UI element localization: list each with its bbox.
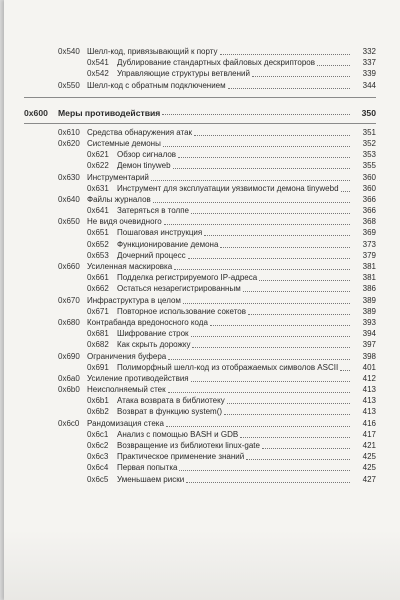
section-number: 0x6b0 — [58, 385, 80, 395]
page-number: 381 — [362, 262, 376, 271]
toc-row[interactable] — [4, 272, 400, 283]
section-number: 0x621 — [87, 150, 109, 160]
page-number: 413 — [362, 407, 376, 417]
dot-leader — [153, 194, 350, 203]
page-number: 350 — [361, 107, 376, 118]
page-number: 366 — [362, 206, 376, 216]
toc-row[interactable] — [4, 160, 400, 171]
page-number: 389 — [362, 295, 376, 305]
section-title: Атака возврата в библиотеку — [117, 396, 225, 406]
toc-row[interactable] — [4, 80, 400, 91]
toc-row[interactable] — [4, 227, 400, 238]
section-number: 0x6c1 — [87, 429, 109, 439]
page-number: 416 — [362, 418, 376, 428]
toc-row[interactable] — [4, 46, 400, 57]
section-title-wrap — [87, 418, 352, 429]
section-number: 0x6b1 — [87, 396, 109, 406]
page-number: 425 — [362, 463, 376, 473]
section-title: Шелл-код с обратным подключением — [87, 80, 226, 90]
section-number: 0x682 — [87, 340, 109, 350]
dot-leader — [191, 205, 350, 214]
section-title: Усиление противодействия — [87, 373, 189, 383]
section-title: Возвращение из библиотеки linux-gate — [117, 441, 260, 450]
toc-row[interactable] — [4, 474, 400, 485]
section-number: 0x622 — [87, 161, 109, 171]
dot-leader — [220, 239, 350, 248]
section-number: 0x6c2 — [87, 441, 109, 450]
section-title-wrap — [87, 261, 352, 272]
section-title-wrap — [117, 68, 352, 79]
dot-leader — [204, 227, 350, 236]
dot-leader — [164, 216, 350, 225]
toc-row[interactable] — [4, 418, 400, 429]
section-number: 0x610 — [58, 127, 80, 137]
toc-row[interactable] — [4, 351, 400, 362]
section-number: 0x662 — [87, 284, 109, 294]
section-title-wrap — [117, 306, 352, 317]
section-title-wrap — [117, 160, 352, 171]
dot-leader — [228, 80, 350, 89]
page-number: 389 — [362, 306, 376, 316]
page-number: 366 — [362, 194, 376, 204]
section-number: 0x640 — [58, 194, 80, 204]
section-title: Возврат в функцию system() — [117, 407, 223, 417]
section-title-wrap — [58, 106, 352, 120]
section-title-wrap — [87, 373, 352, 384]
page-number: 344 — [362, 80, 376, 90]
section-title: Инфраструктура в целом — [87, 295, 181, 305]
toc-row[interactable] — [4, 216, 400, 227]
dot-leader — [220, 46, 350, 55]
toc-row[interactable] — [4, 68, 400, 79]
dot-leader — [183, 295, 350, 304]
toc-row[interactable] — [4, 328, 400, 339]
section-title: Подделка регистрируемого IP-адреса — [117, 273, 258, 283]
section-number: 0x650 — [58, 217, 80, 227]
section-title: Ограничения буфера — [87, 351, 167, 361]
section-title: Дублирование стандартных файловых дескрипторов — [117, 58, 315, 68]
section-title-wrap — [117, 149, 352, 160]
toc-row[interactable] — [4, 451, 400, 462]
dot-leader — [246, 451, 350, 460]
section-title: Остаться незарегистрированным — [117, 284, 241, 294]
section-number: 0x661 — [87, 273, 109, 283]
section-title-wrap — [117, 395, 352, 406]
page-number: 398 — [362, 351, 376, 361]
section-title-wrap — [87, 46, 352, 57]
section-title: Пошаговая инструкция — [117, 228, 203, 238]
dot-leader — [162, 106, 350, 115]
toc-row[interactable] — [4, 283, 400, 294]
section-title-wrap — [117, 406, 352, 417]
section-title: Меры противодействия — [58, 107, 161, 118]
section-number: 0x631 — [87, 183, 109, 193]
section-title: Демон tinyweb — [117, 161, 171, 171]
section-title-wrap — [87, 127, 352, 138]
section-title-wrap — [117, 250, 352, 261]
toc-chapter-row[interactable] — [4, 106, 400, 120]
toc-row[interactable] — [4, 239, 400, 250]
section-title-wrap — [87, 138, 352, 149]
section-title-wrap — [87, 216, 352, 227]
section-number: 0x691 — [87, 362, 109, 372]
dot-leader — [227, 395, 350, 404]
section-title-wrap — [87, 80, 352, 91]
toc-row[interactable] — [4, 317, 400, 328]
section-title-wrap — [117, 328, 352, 339]
toc-row[interactable] — [4, 462, 400, 473]
page-number: 393 — [362, 317, 376, 327]
toc-row[interactable] — [4, 57, 400, 68]
toc-row[interactable] — [4, 306, 400, 317]
section-number: 0x542 — [87, 69, 109, 79]
section-title-wrap — [117, 339, 352, 350]
toc-row[interactable] — [4, 339, 400, 350]
dot-leader — [168, 384, 350, 393]
page-number: 352 — [362, 138, 376, 148]
section-title: Средства обнаружения атак — [87, 127, 193, 137]
section-title-wrap — [117, 462, 352, 473]
dot-leader — [243, 283, 350, 292]
page-number: 337 — [362, 58, 376, 68]
section-title: Функционирование демона — [117, 239, 219, 249]
book-page — [4, 0, 400, 600]
section-title: Усиленная маскировка — [87, 262, 173, 271]
section-number: 0x541 — [87, 58, 109, 68]
section-title-wrap — [117, 227, 352, 238]
section-title-wrap — [87, 194, 352, 205]
section-title: Полиморфный шелл-код из отображаемых символов ASCII — [117, 362, 339, 372]
page-number: 425 — [362, 452, 376, 462]
section-number: 0x690 — [58, 351, 80, 361]
toc-row[interactable] — [4, 127, 400, 138]
page-number: 413 — [362, 385, 376, 395]
toc-row[interactable] — [4, 373, 400, 384]
dot-leader — [210, 317, 350, 326]
page-number: 421 — [362, 441, 376, 450]
page-number: 386 — [362, 284, 376, 294]
section-title-wrap — [87, 172, 352, 183]
page-number: 332 — [362, 47, 376, 56]
page-number: 369 — [362, 228, 376, 238]
page-number: 368 — [362, 217, 376, 227]
section-title-wrap — [117, 451, 352, 462]
page-number: 412 — [362, 373, 376, 383]
section-title: Рандомизация стека — [87, 418, 164, 428]
dot-leader — [163, 138, 350, 147]
section-title: Анализ с помощью BASH и GDB — [117, 429, 239, 439]
section-title: Уменьшаем риски — [117, 474, 185, 484]
page-number: 351 — [362, 127, 376, 137]
dot-leader — [317, 57, 350, 66]
section-number: 0x670 — [58, 295, 80, 305]
chapter-divider — [24, 97, 376, 98]
page-number: 397 — [362, 340, 376, 350]
section-number: 0x660 — [58, 262, 80, 271]
dot-leader — [259, 272, 350, 281]
page-number: 427 — [362, 474, 376, 484]
section-title-wrap — [117, 474, 352, 485]
section-title-wrap — [87, 317, 352, 328]
toc-row[interactable] — [4, 406, 400, 417]
dot-leader — [191, 328, 350, 337]
toc-row[interactable] — [4, 149, 400, 160]
section-title-wrap — [117, 183, 352, 194]
page-number: 394 — [362, 329, 376, 339]
dot-leader — [168, 351, 350, 360]
toc-row[interactable] — [4, 440, 400, 451]
dot-leader — [252, 68, 350, 77]
section-number: 0x6a0 — [58, 373, 80, 383]
page-number: 381 — [362, 273, 376, 283]
toc-row[interactable] — [4, 138, 400, 149]
section-title: Управляющие структуры ветвлений — [117, 69, 250, 79]
page-number: 339 — [362, 69, 376, 79]
section-title: Файлы журналов — [87, 194, 151, 204]
section-number: 0x630 — [58, 172, 80, 182]
section-title-wrap — [117, 440, 352, 451]
section-number: 0x6b2 — [87, 407, 109, 417]
section-number: 0x680 — [58, 317, 80, 327]
section-title: Шифрование строк — [117, 329, 189, 339]
section-title: Повторное использование сокетов — [117, 306, 246, 316]
page-number: 373 — [362, 239, 376, 249]
section-number: 0x620 — [58, 138, 80, 148]
page-number: 417 — [362, 429, 376, 439]
section-number: 0x681 — [87, 329, 109, 339]
dot-leader — [194, 127, 350, 136]
page-number: 360 — [362, 183, 376, 193]
dot-leader — [248, 306, 350, 315]
toc-row[interactable] — [4, 429, 400, 440]
dot-leader — [340, 362, 350, 371]
dot-leader — [191, 373, 350, 382]
section-number: 0x641 — [87, 206, 109, 216]
dot-leader — [178, 149, 350, 158]
section-title: Контрабанда вредоносного кода — [87, 317, 208, 327]
section-number: 0x550 — [58, 80, 80, 90]
section-title-wrap — [117, 57, 352, 68]
dot-leader — [186, 474, 350, 483]
section-number: 0x652 — [87, 239, 109, 249]
section-title-wrap — [87, 351, 352, 362]
section-number: 0x653 — [87, 250, 109, 260]
section-title: Практическое применение знаний — [117, 452, 245, 462]
page-number: 353 — [362, 150, 376, 160]
section-title-wrap — [87, 384, 352, 395]
section-title: Не видя очевидного — [87, 217, 162, 227]
dot-leader — [240, 429, 350, 438]
toc-row[interactable] — [4, 183, 400, 194]
toc-row[interactable] — [4, 384, 400, 395]
toc-row[interactable] — [4, 194, 400, 205]
section-number: 0x6c4 — [87, 463, 109, 473]
dot-leader — [262, 440, 350, 449]
page-number: 401 — [362, 362, 376, 372]
dot-leader — [173, 160, 350, 169]
section-number: 0x651 — [87, 228, 109, 238]
section-number: 0x540 — [58, 47, 80, 56]
section-title: Обзор сигналов — [117, 150, 177, 160]
table-of-contents — [4, 46, 400, 485]
chapter-divider — [24, 123, 376, 124]
page-number: 360 — [362, 172, 376, 182]
section-number: 0x671 — [87, 306, 109, 316]
dot-leader — [174, 261, 350, 270]
section-title: Неисполняемый стек — [87, 385, 166, 395]
page-number: 413 — [362, 396, 376, 406]
dot-leader — [166, 418, 350, 427]
section-title: Затеряться в толпе — [117, 206, 189, 216]
section-title: Дочерний процесс — [117, 250, 186, 260]
toc-row[interactable] — [4, 250, 400, 261]
page-shadow — [4, 530, 400, 600]
section-title-wrap — [117, 272, 352, 283]
section-title-wrap — [117, 205, 352, 216]
section-number: 0x6c5 — [87, 474, 109, 484]
section-number: 0x6c0 — [58, 418, 80, 428]
section-title: Шелл-код, привязывающий к порту — [87, 47, 218, 56]
section-title-wrap — [117, 283, 352, 294]
dot-leader — [192, 339, 350, 348]
toc-row[interactable] — [4, 295, 400, 306]
section-title-wrap — [117, 429, 352, 440]
toc-row[interactable] — [4, 205, 400, 216]
section-title-wrap — [117, 362, 352, 373]
section-number: 0x600 — [24, 107, 48, 118]
dot-leader — [188, 250, 350, 259]
section-title: Инструмент для эксплуатации уязвимости демона tinywebd — [117, 183, 339, 193]
page-number: 355 — [362, 161, 376, 171]
section-title-wrap — [117, 239, 352, 250]
dot-leader — [151, 172, 350, 181]
dot-leader — [341, 183, 350, 192]
dot-leader — [224, 406, 350, 415]
toc-row[interactable] — [4, 395, 400, 406]
toc-row[interactable] — [4, 261, 400, 272]
section-number: 0x6c3 — [87, 452, 109, 462]
section-title: Как скрыть дорожку — [117, 340, 191, 350]
section-title-wrap — [87, 295, 352, 306]
page-number: 379 — [362, 250, 376, 260]
section-title: Первая попытка — [117, 463, 178, 473]
dot-leader — [179, 462, 350, 471]
toc-row[interactable] — [4, 172, 400, 183]
section-title: Инструментарий — [87, 172, 149, 182]
section-title: Системные демоны — [87, 138, 161, 148]
toc-row[interactable] — [4, 362, 400, 373]
